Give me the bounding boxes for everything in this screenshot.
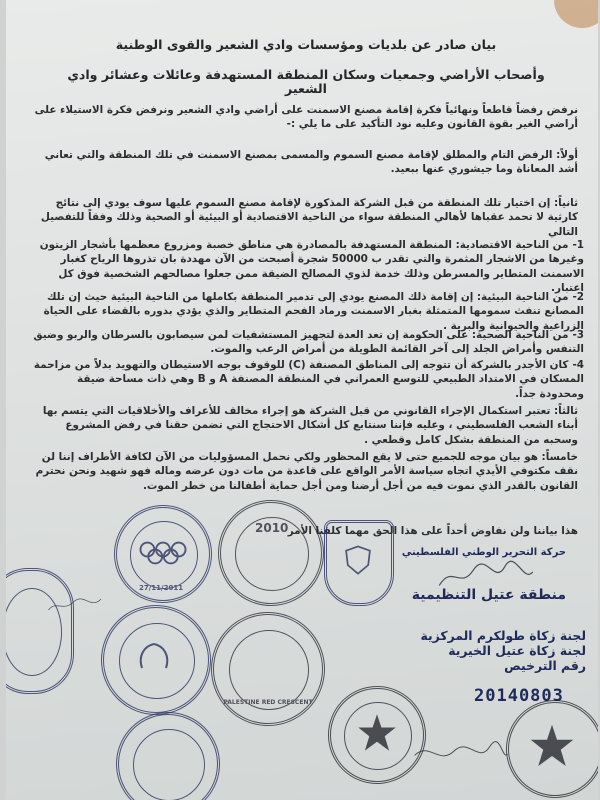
star-icon [355,711,399,755]
red-crescent-stamp [211,612,325,726]
list-item-number: 3- [572,329,584,341]
star-icon [527,721,577,771]
org-line-2: لجنة زكاة عتيل الخيرية [448,643,586,658]
shield-icon [341,543,375,577]
organization-stamp-rings [114,505,212,603]
region-organization-label: منطقة عتيل التنظيمية [411,587,566,603]
association-stamp-left [6,568,74,694]
list-item-number: 2- [572,291,584,303]
list-item-3 [30,328,584,357]
stamp-year: 2010 [255,521,289,535]
point-second: ثانياً: إن اختيار تلك المنطقة من قبل الشركة المذكورة لإقامة مصنع السموم عليها سوف يودي إلى نتائج كارثية لا تحمد عقباها لأهالي المنطقة سواء من الناحية الاقتصادية أو البيئية أو الصحية وذلك وفقاً للتفصيل التالي [40,197,578,238]
zakat-committee-block [396,628,586,673]
list-item-number: 1- [572,239,584,251]
wreath-icon [134,638,174,678]
crescent-icon [246,645,290,689]
list-item-text: من الناحية الاقتصادية: المنطقة المستهدفة بالمصادرة هي مناطق خصبة ومزروع معظمها بأشجار الزيتون وغيرها من الاشجار المثمرة والتي تقدر ب 50000 شجرة أصبحت من الآن مهددة بان تذروها الرياح كغبار الاسمنت المتطاير والمسرطن وذلك خدمة لذوي المصالح الضيقة ممن جعلوا مصالحهم الشخصية فوق كل اعتبار. [39,239,584,295]
list-item-4 [30,358,584,401]
movement-signature-label: حركة التحرير الوطني الفلسطيني [401,547,566,558]
olympic-rings-icon [137,540,189,566]
signature-scribble [411,736,511,772]
list-item-number: 4- [572,359,584,371]
star-emblem-stamp-right [506,700,598,798]
list-item-1 [30,238,584,296]
crescent-stamp-label: PALESTINE RED CRESCENT [223,699,313,706]
intro-paragraph: نرفض رفضاً قاطعاً ونهائياً فكرة إقامة مصنع الاسمنت على أراضي وادي الشعير ونرفض فكرة الاستيلاء على أراضي الغير بقوة القانون وعليه نود التأكيد على ما يلي :- [34,104,578,131]
signature-scribble [46,590,116,620]
closing-statement: هذا بياننا ولن نفاوض أحداً على هذا الحق مهما كلفنا الأمر [287,525,578,537]
list-item-text: كان الأجدر بالشركة أن تتوجه إلى المناطق المصنفة (C) للوقوف بوجه الاستيطان والتهويد بدلاً من مزاحمة المسكان في الامتداد الطبيعي للتوسع العمراني في المنطقة المصنفة A و B وهي ذات مساحة ضيقة ومحدودة جداً. [33,359,584,400]
stamp-corner-fragment [554,0,598,28]
point-first: أولاً: الرفض التام والمطلق لإقامة مصنع السموم والمسمى بمصنع الاسمنت في تلك المنطقة والتي تعاني أشد المعاناة وما جيشوري عنها ببعيد. [44,149,578,176]
point-third: ثالثاً: تعتبر استكمال الإجراء القانوني من قبل الشركة هو إجراء مخالف للأعراف والأخلاقيات التي يتسم بها أبناء الشعب الفلسطيني ، وعليه فإننا سنتابع كل أشكال الاحتجاج التي تضمن حقنا في رفض المشروع وسحبه من المنطقة بشكل كامل وقطعي . [42,405,578,446]
list-item-text: من الناحية البيئية: إن إقامة ذلك المصنع يودي إلى تدمير المنطقة بكاملها من الناحية البيئية حيث إن تلك المصانع تنفث سمومها المتمثلة بغبار الاسمنت ورماد الفحم المتطاير والذي يؤدي بدوره بالقضاء على الحياة الزراعية والحيوانية والبرية . [43,291,584,332]
org-line-3: رقم الترخيص [504,658,586,673]
document-page [6,0,598,800]
signature-scribble [426,560,546,594]
stamp-date: 27/11/2011 [139,584,184,592]
list-item-text: من الناحية الصحية: على الحكومة إن تعد العدة لتجهيز المستشفيات لمن سيصابون بالسرطان والربو وضيق التنفس وأمراض الجلد إلى آخر القائمة الطويلة من أمراض الرعب والموت. [33,329,584,356]
point-fifth: خامساً: هو بيان موجه للجميع حتى لا يقع المحظور ولكي نحمل المسؤوليات من الآن لكافة الأطراف إننا لن نقف مكتوفي الأيدي اتجاه سياسة الأمر الواقع على قاعدة من مات دون عرضه وماله فهو شهيد ونحن نحترم القانون بالقدر الذي نموت فيه من أجل أرضنا ومن أجل حماية أطفالنا من خطر الموت. [35,451,578,492]
bottom-center-stamp [116,712,220,800]
org-line-1: لجنة زكاة طولكرم المركزية [420,628,586,643]
document-title: بيان صادر عن بلديات ومؤسسات وادي الشعير والقوى الوطنية [115,37,497,52]
shield-emblem-stamp [324,520,394,606]
charity-stamp [101,605,211,715]
club-stamp-2010 [218,500,324,606]
registration-number: 20140803 [474,686,564,706]
document-subtitle: وأصحاب الأراضي وجمعيات وسكان المنطقة المستهدفة وعائلات وعشائر وادي الشعير [67,67,545,97]
list-item-2 [30,290,584,333]
